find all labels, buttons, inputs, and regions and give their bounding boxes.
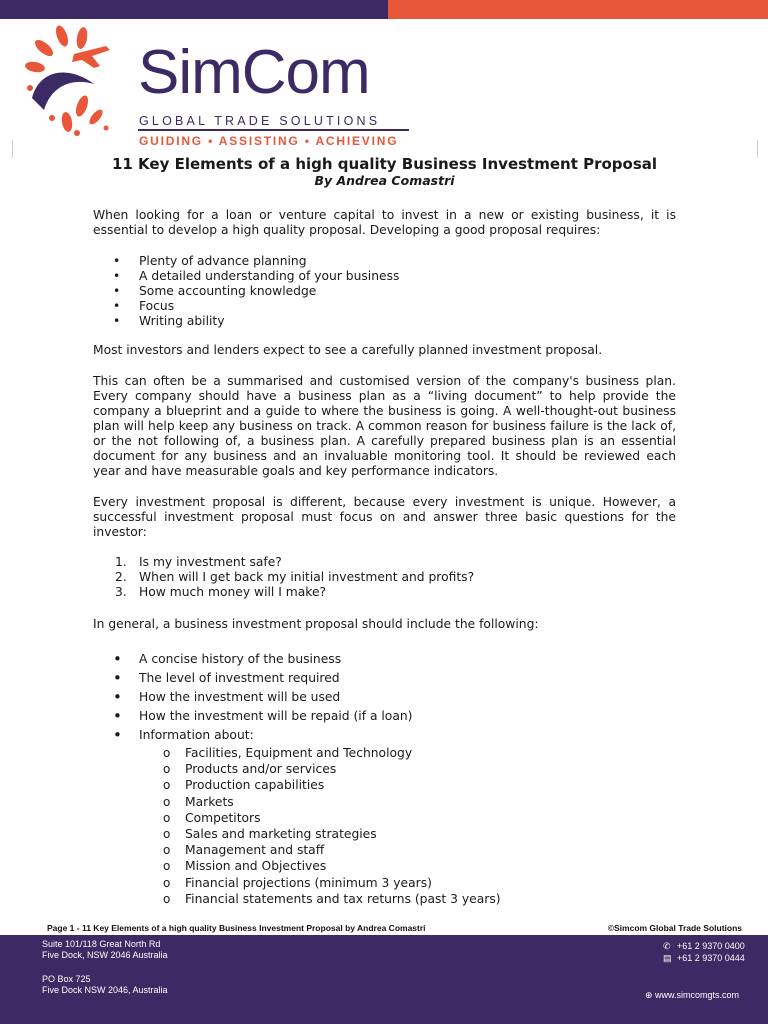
phone-number: +61 2 9370 0400 [677, 941, 745, 951]
every-proposal-paragraph: Every investment proposal is different, because every investment is unique. However, a successful investment proposal must focus on and answer three basic questions for the investor: [93, 495, 676, 539]
list-text: Is my investment safe? [139, 555, 282, 569]
list-item: o Management and staff [93, 842, 676, 858]
top-bar-purple [0, 0, 388, 19]
list-item: • The level of investment required [93, 669, 676, 688]
list-item: • Plenty of advance planning [93, 254, 676, 269]
list-item [93, 555, 676, 570]
page-label: Page 1 - 11 Key Elements of a high quality Business Investment Proposal by Andrea Comastri [47, 923, 426, 933]
fax-icon: ▤ [663, 953, 672, 963]
street-address [42, 939, 168, 961]
list-item: • Some accounting knowledge [93, 284, 676, 299]
questions-list [93, 555, 676, 600]
general-paragraph: In general, a business investment proposal should include the following: [93, 617, 539, 631]
address-line: Five Dock, NSW 2046 Australia [42, 950, 168, 960]
list-number: 2. [115, 570, 127, 584]
list-item: o Markets [93, 794, 676, 810]
list-item: • Writing ability [93, 314, 676, 329]
expect-paragraph: Most investors and lenders expect to see a carefully planned investment proposal. [93, 343, 603, 357]
list-item: o Facilities, Equipment and Technology [93, 745, 676, 761]
top-bar-orange [388, 0, 768, 19]
address-line: Suite 101/118 Great North Rd [42, 939, 161, 949]
list-item: o Sales and marketing strategies [93, 826, 676, 842]
includes-list [93, 650, 676, 745]
logo-tagline: GUIDING • ASSISTING • ACHIEVING [139, 134, 399, 148]
list-item: • Focus [93, 299, 676, 314]
requirements-list [93, 254, 676, 329]
list-text: How much money will I make? [139, 585, 327, 599]
fax-row [663, 952, 763, 964]
contact-numbers [663, 940, 763, 964]
list-item: o Mission and Objectives [93, 858, 676, 874]
document-body [93, 155, 676, 907]
phone-row [663, 940, 763, 952]
list-item: • Information about: [93, 726, 676, 745]
document-title: 11 Key Elements of a high quality Business Investment Proposal [111, 155, 658, 173]
list-item: • A detailed understanding of your business [93, 269, 676, 284]
postal-address [42, 974, 168, 996]
list-number: 3. [115, 585, 127, 599]
website-link[interactable]: www.simcomgts.com [655, 990, 740, 1000]
globe-icon: ⊕ [645, 990, 656, 1000]
list-item: • How the investment will be repaid (if a loan) [93, 707, 676, 726]
copyright: ©Simcom Global Trade Solutions [607, 923, 742, 933]
logo-divider [138, 129, 409, 131]
intro-paragraph: When looking for a loan or venture capital to invest in a new or existing business, it is essential to develop a high quality proposal. Developing a good proposal requires: [93, 208, 676, 237]
fax-number: +61 2 9370 0444 [677, 953, 745, 963]
list-item [93, 570, 676, 585]
document-author: By Andrea Comastri [314, 173, 455, 188]
margin-rule-left [12, 140, 13, 158]
margin-rule-right [757, 140, 758, 158]
list-item: o Financial projections (minimum 3 years) [93, 875, 676, 891]
list-number: 1. [115, 555, 127, 569]
address-line: Five Dock NSW 2046, Australia [42, 985, 168, 995]
list-item: • How the investment will be used [93, 688, 676, 707]
phone-icon: ✆ [663, 941, 671, 951]
list-item: o Production capabilities [93, 777, 676, 793]
info-sublist [93, 745, 676, 907]
list-item: • A concise history of the business [93, 650, 676, 669]
simcom-logo [22, 22, 402, 147]
list-item: o Products and/or services [93, 761, 676, 777]
logo-brand-name: SimCom [138, 38, 370, 107]
website-row[interactable] [645, 990, 739, 1001]
list-item: o Competitors [93, 810, 676, 826]
logo-flower-icon [22, 22, 132, 142]
logo-subtitle: GLOBAL TRADE SOLUTIONS [139, 114, 381, 128]
list-text: When will I get back my initial investment and profits? [139, 570, 475, 584]
summary-paragraph: This can often be a summarised and customised version of the company's business plan. Every company should have a business plan as a “living document” to help provide the company a blueprint and a guide to where the business is going. A well-thought-out business plan will help keep any business on track. A common reason for business failure is the lack of, or the not following of, a business plan. A carefully prepared business plan is an essential document for any business and an invaluable monitoring tool. It should be reviewed each year and have measurable goals and key performance indicators. [93, 374, 676, 478]
contact-footer-bar [0, 935, 768, 1024]
list-item: o Financial statements and tax returns (past 3 years) [93, 891, 676, 907]
address-line: PO Box 725 [42, 974, 91, 984]
list-item [93, 585, 676, 600]
top-color-bar [0, 0, 768, 19]
